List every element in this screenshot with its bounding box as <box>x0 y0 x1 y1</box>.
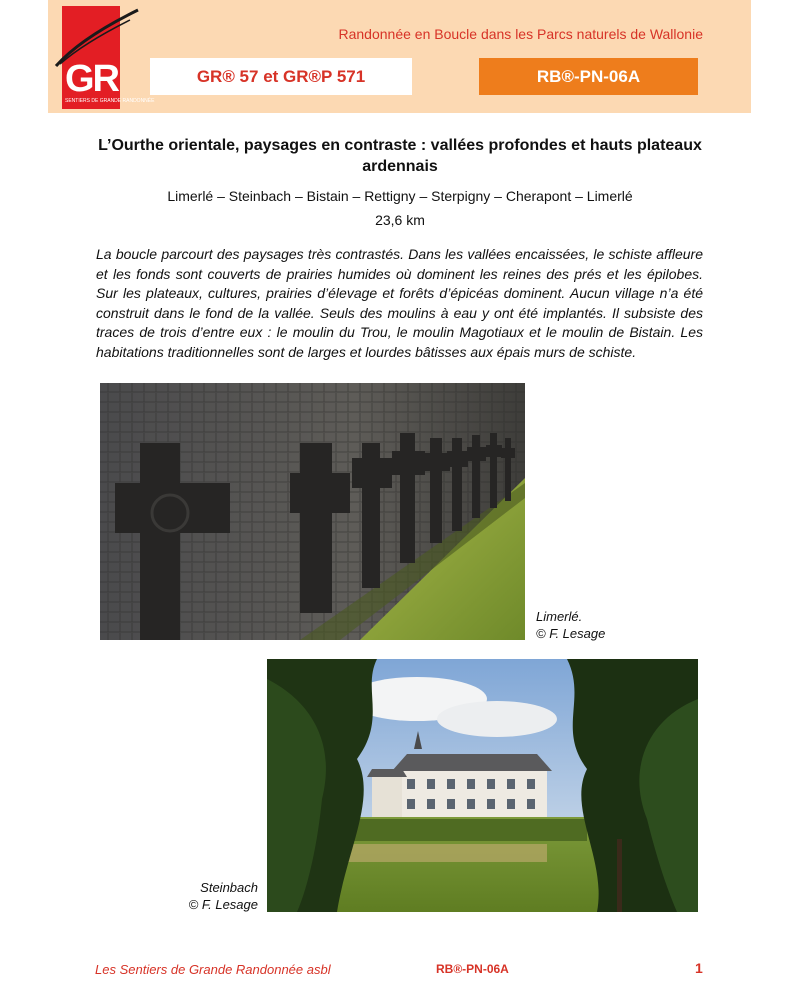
page-title: L’Ourthe orientale, paysages en contraste : vallées profondes et hauts plateaux ardennais <box>98 137 702 175</box>
caption-place: Steinbach <box>200 880 258 895</box>
intro-paragraph: La boucle parcourt des paysages très contrastés. Dans les vallées encaissées, le schiste affleure et les fonds sont couverts de prairies humides où dominent les reines des prés et les épilobes. Sur les plateaux, cultures, prairies d’élevage et forêts d’épicéas dominent. Aucun village n’a été construit dans le fond de la vallée. Seuls des moulins à eau y ont été implantés. Il subsiste des traces de trois d’entre eux : le moulin du Trou, le moulin Magotiaux et le moulin de Bistain. Les habitations traditionnelles sont de larges et lourdes bâtisses aux épais murs de schiste. <box>96 246 703 360</box>
header-band <box>48 0 751 113</box>
caption-limerle <box>536 608 605 642</box>
header-title: Randonnée en Boucle dans les Parcs naturels de Wallonie <box>338 26 703 42</box>
caption-steinbach <box>150 879 258 913</box>
page-number: 1 <box>695 960 703 976</box>
caption-credit: © F. Lesage <box>536 626 606 641</box>
gr-logo <box>62 6 155 109</box>
footer-code: RB®-PN-06A <box>436 962 509 976</box>
footer-organization: Les Sentiers de Grande Randonnée asbl <box>95 962 331 977</box>
gr-logo-subtitle: SENTIERS DE GRANDE RANDONNÉE <box>65 98 155 104</box>
route-line: Limerlé – Steinbach – Bistain – Rettigny – Sterpigny – Cherapont – Limerlé <box>167 188 633 204</box>
gr-label-box: GR® 57 et GR®P 571 <box>150 58 412 95</box>
caption-credit: © F. Lesage <box>188 897 258 912</box>
photo-steinbach <box>267 659 698 912</box>
distance-label: 23,6 km <box>375 212 425 228</box>
photo-limerle <box>100 383 525 640</box>
gr-logo-text: GR <box>65 58 118 100</box>
caption-place: Limerlé. <box>536 609 583 624</box>
code-label-box: RB®-PN-06A <box>479 58 698 95</box>
